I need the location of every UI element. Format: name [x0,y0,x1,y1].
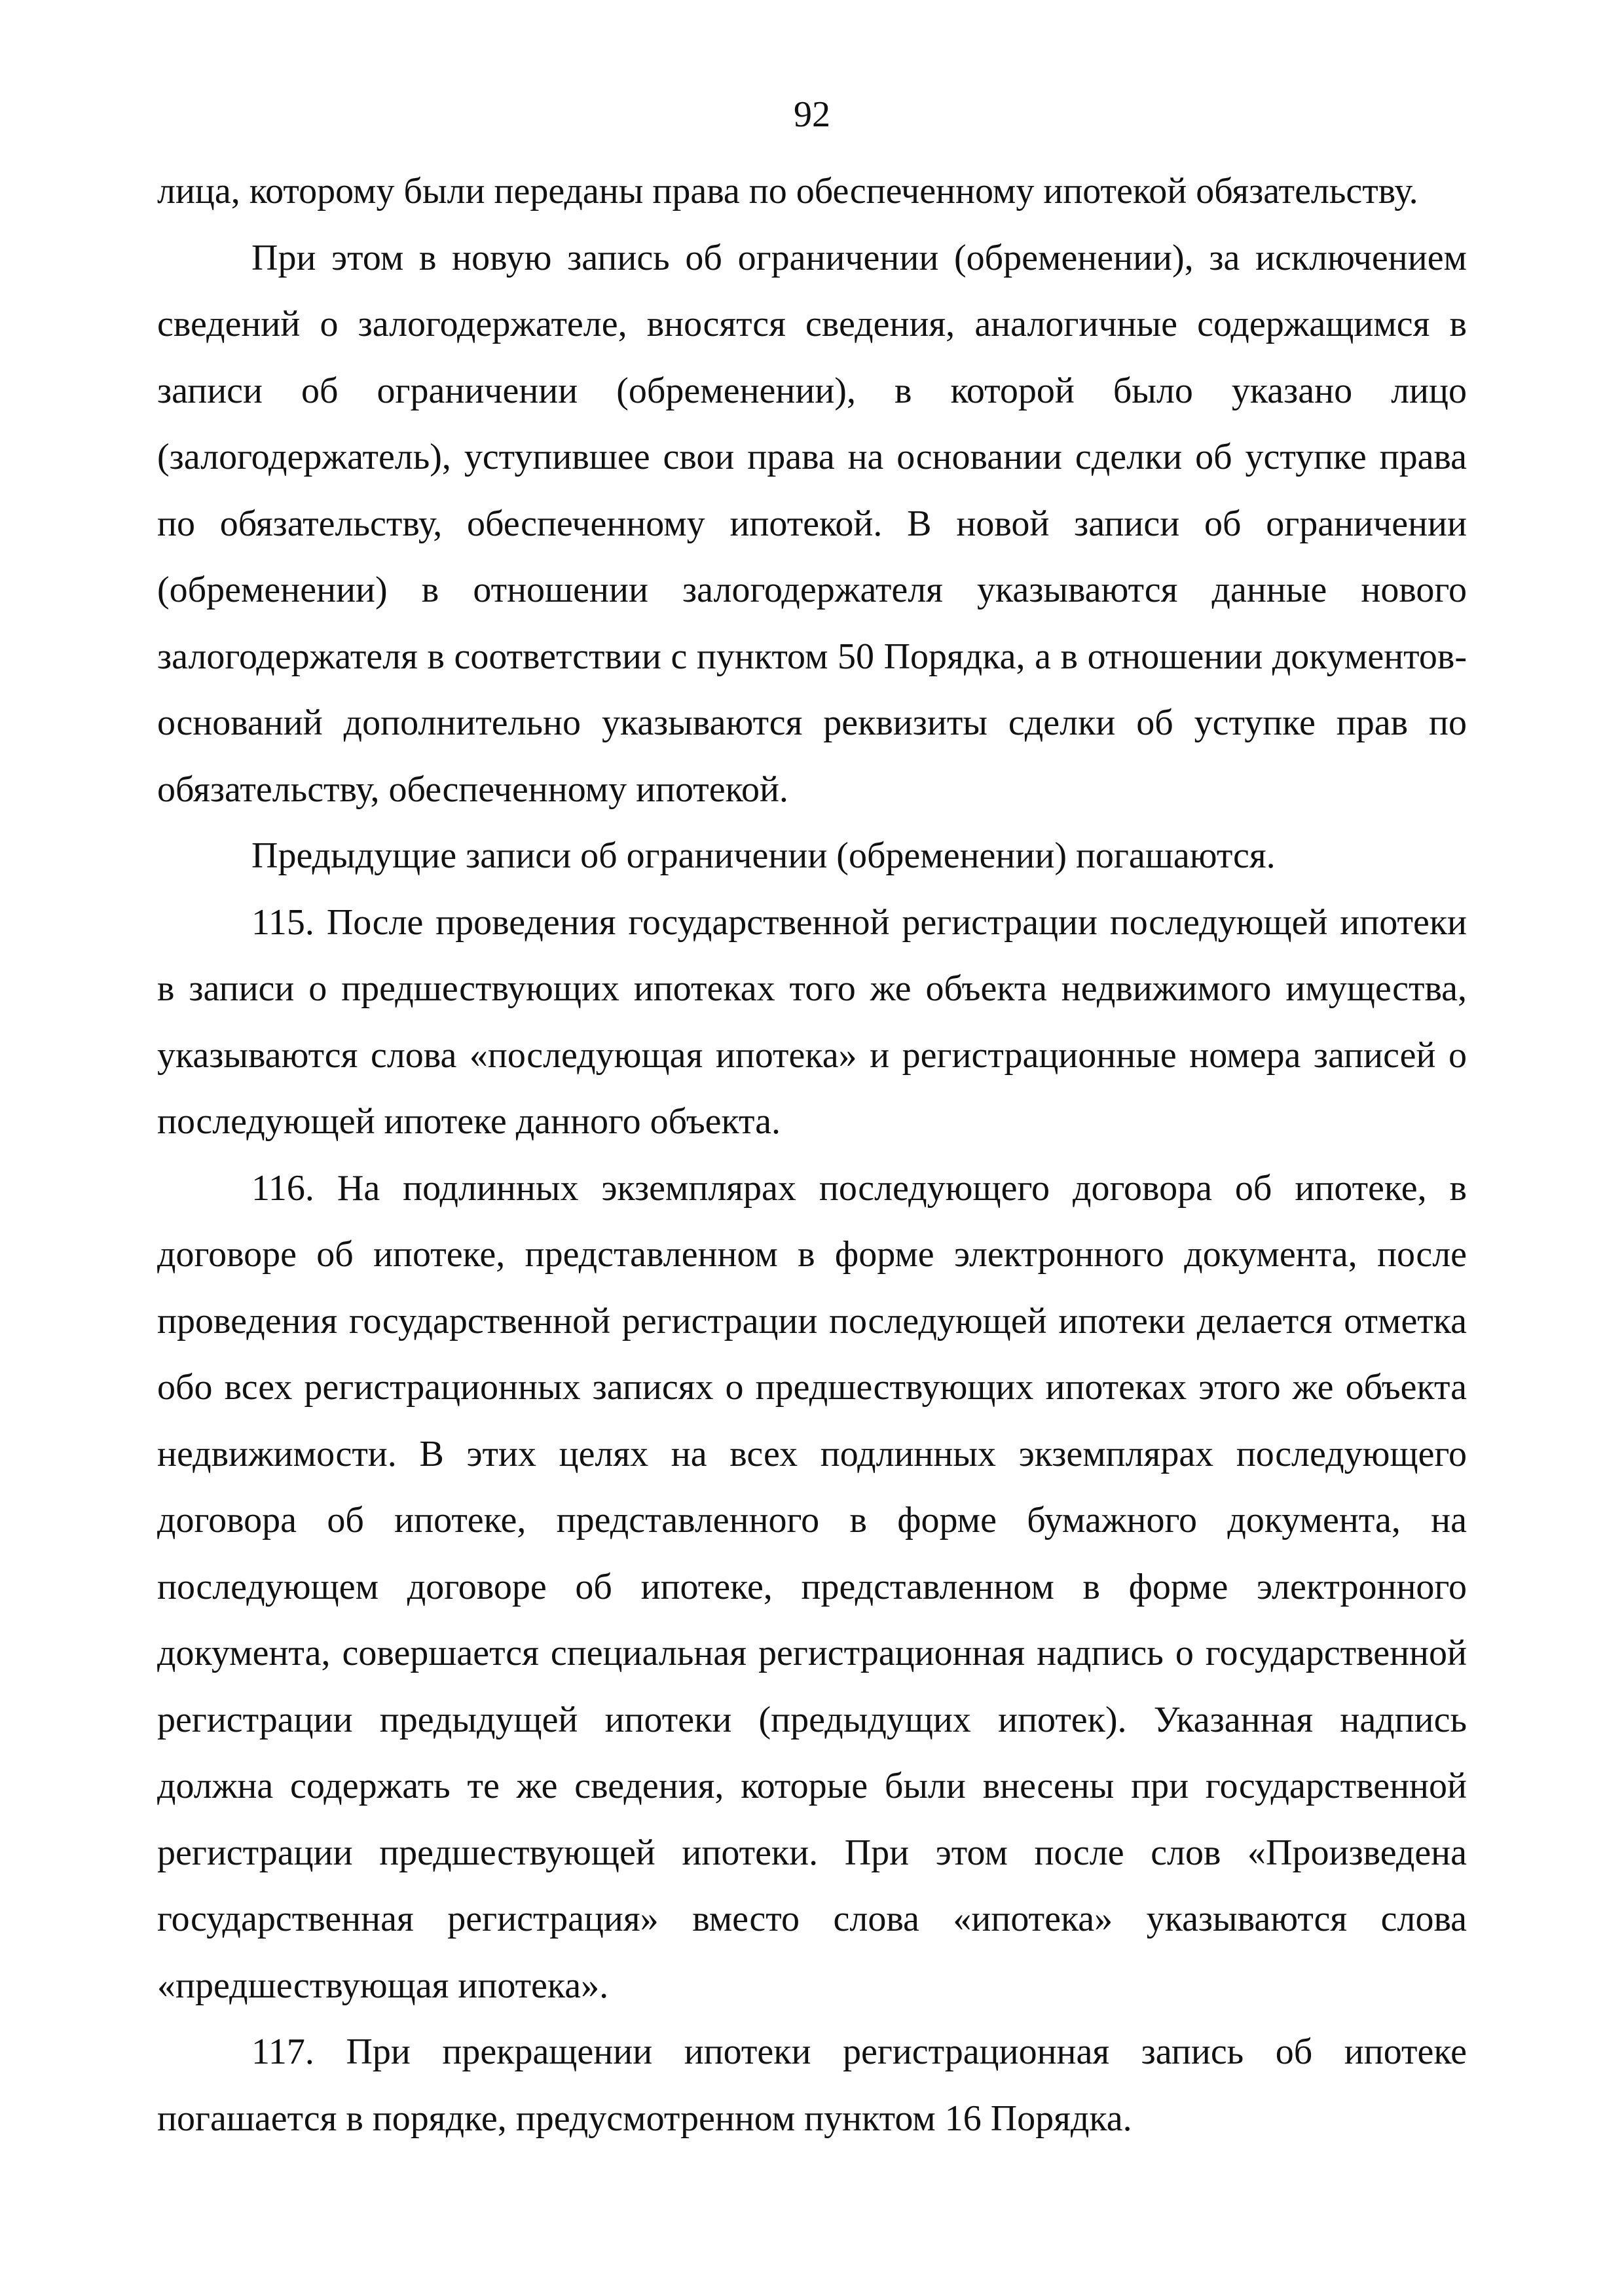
paragraph-continuation: лица, которому были переданы права по обеспеченному ипотекой обязательству. [157,171,1418,211]
paragraph-previous-records: Предыдущие записи об ограничении (обременении) погашаются. [251,835,1276,876]
document-body [157,158,1467,2152]
paragraph-115: 115. После проведения государственной регистрации последующей ипотеки в записи о предшествующих ипотеках того же объекта недвижимого имущества, указываются слова «последующая ипотека» и регистрационные номера записей о последующей ипотеке данного объекта. [157,902,1467,1142]
paragraph-116: 116. На подлинных экземплярах последующего договора об ипотеке, в договоре об ипотеке, представленном в форме электронного документа, после проведения государственной регистрации последующей ипотеки делается отметка обо всех регистрационных записях о предшествующих ипотеках этого же объекта недвижимости. В этих целях на всех подлинных экземплярах последующего договора об ипотеке, представленного в форме бумажного документа, на последующем договоре об ипотеке, представленном в форме электронного документа, совершается специальная регистрационная надпись о государственной регистрации предыдущей ипотеки (предыдущих ипотек). Указанная надпись должна содержать те же сведения, которые были внесены при государственной регистрации предшествующей ипотеки. При этом после слов «Произведена государственная регистрация» вместо слова «ипотека» указываются слова «предшествующая ипотека». [157,1167,1467,2006]
paragraph-new-record: При этом в новую запись об ограничении (обременении), за исключением сведений о залогодержателе, вносятся сведения, аналогичные содержащимся в записи об ограничении (обременении), в которой было указано лицо (залогодержатель), уступившее свои права на основании сделки об уступке права по обязательству, обеспеченному ипотекой. В новой записи об ограничении (обременении) в отношении залогодержателя указываются данные нового залогодержателя в соответствии с пунктом 50 Порядка, а в отношении документов-оснований дополнительно указываются реквизиты сделки об уступке прав по обязательству, обеспеченному ипотекой. [157,237,1467,810]
paragraph-117: 117. При прекращении ипотеки регистрационная запись об ипотеке погашается в порядке, предусмотренном пунктом 16 Порядка. [157,2032,1467,2139]
page-number: 92 [794,94,830,135]
